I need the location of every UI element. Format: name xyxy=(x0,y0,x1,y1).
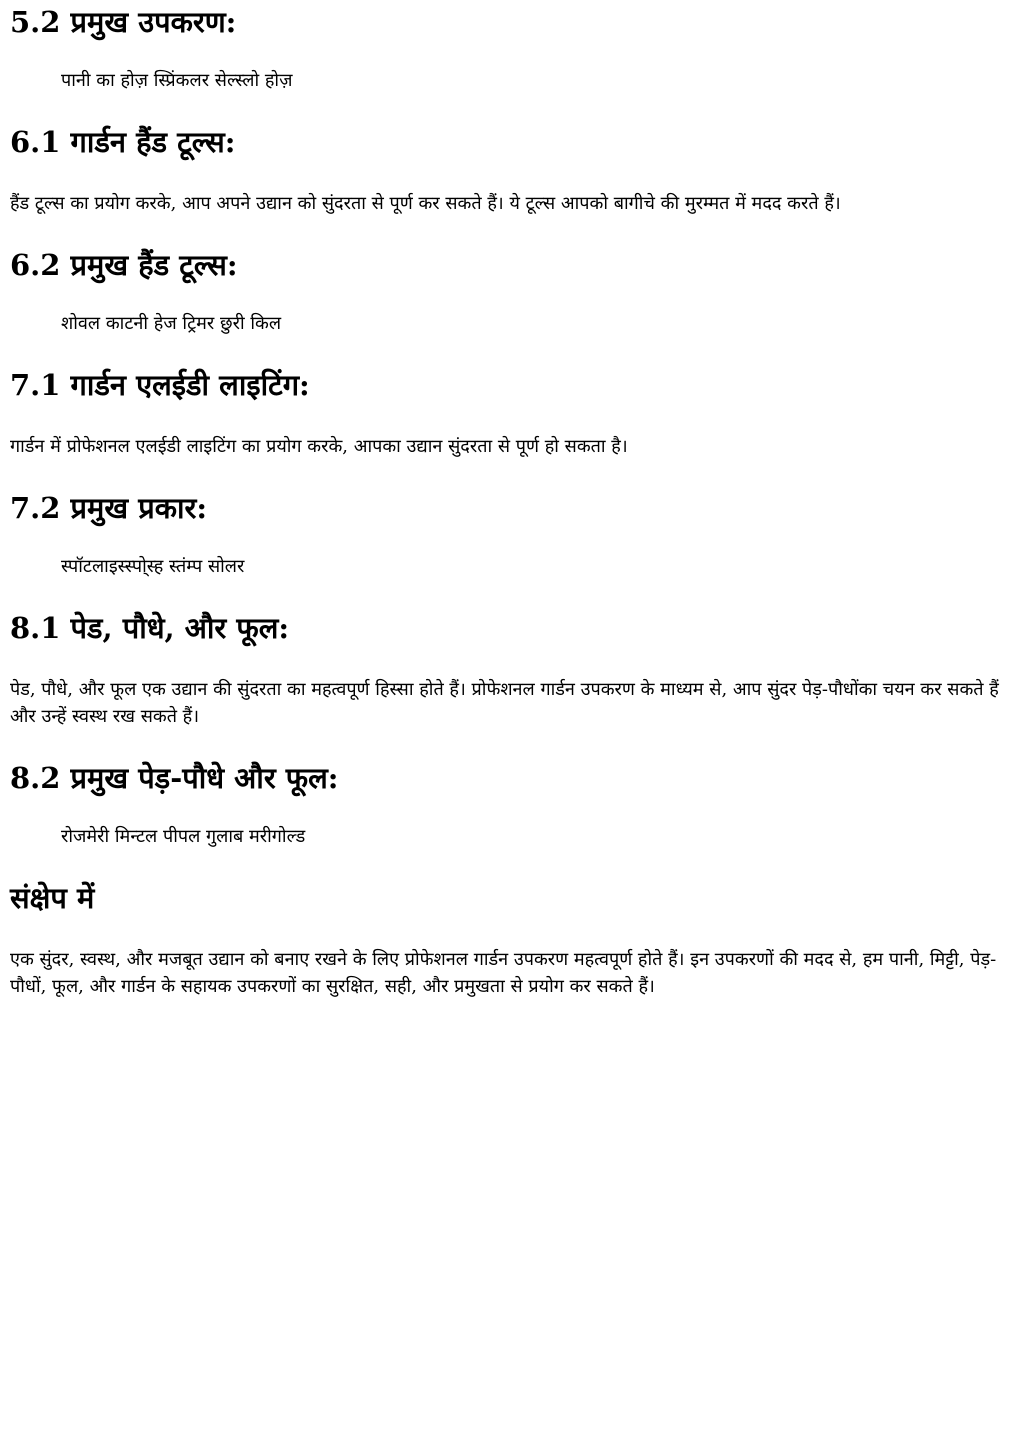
section-heading-7-1: 7.1 गार्डन एलईडी लाइटिंग: xyxy=(10,368,310,402)
section-heading-8-1: 8.1 पेड, पौधे, और फूल: xyxy=(10,611,290,645)
lighting-types-list: स्पॉटलाइस्स्पो्स्ह स्तंम्प सोलर xyxy=(61,556,245,577)
section-heading-6-2: 6.2 प्रमुख हैंड टूल्स: xyxy=(10,248,238,282)
summary-paragraph: एक सुंदर, स्वस्थ, और मजबूत उद्यान को बनाए रखने के लिए प्रोफेशनल गार्डन उपकरण महत्वपूर्ण होते हैं। इन उपकरणों की मदद से, हम पानी, मिट्टी, पेड़-पौधों, फूल, और गार्डन के सहायक उपकरणों का सुरक्षित, सही, और प्रमुखता से प्रयोग कर सकते हैं। xyxy=(10,949,997,997)
led-lighting-paragraph: गार्डन में प्रोफेशनल एलईडी लाइटिंग का प्रयोग करके, आपका उद्यान सुंदरता से पूर्ण हो सकता है। xyxy=(10,436,628,457)
document-page xyxy=(10,0,1014,1000)
section-heading-6-1: 6.1 गार्डन हैंड टूल्स: xyxy=(10,125,236,159)
hand-tools-list: शोवल काटनी हेज ट्रिमर छुरी किल xyxy=(61,313,282,334)
plants-list: रोजमेरी मिन्टल पीपल गुलाब मरीगोल्ड xyxy=(61,826,306,847)
section-heading-7-2: 7.2 प्रमुख प्रकार: xyxy=(10,491,208,525)
plants-paragraph: पेड, पौधे, और फूल एक उद्यान की सुंदरता का महत्वपूर्ण हिस्सा होते हैं। प्रोफेशनल गार्डन उपकरण के माध्यम से, आप सुंदर पेड़-पौधोंका चयन कर सकते हैं और उन्हें स्वस्थ रख सकते हैं। xyxy=(10,679,999,727)
equipment-list: पानी का होज़ स्प्रिंकलर सेल्स्लो होज़ xyxy=(61,70,293,91)
summary-heading: संक्षेप में xyxy=(10,881,95,915)
section-heading-8-2: 8.2 प्रमुख पेड़-पौधे और फूल: xyxy=(10,761,339,795)
section-heading-5-2: 5.2 प्रमुख उपकरण: xyxy=(10,5,237,39)
hand-tools-paragraph: हैंड टूल्स का प्रयोग करके, आप अपने उद्यान को सुंदरता से पूर्ण कर सकते हैं। ये टूल्स आपको बागीचे की मुरम्मत में मदद करते हैं। xyxy=(10,193,841,214)
